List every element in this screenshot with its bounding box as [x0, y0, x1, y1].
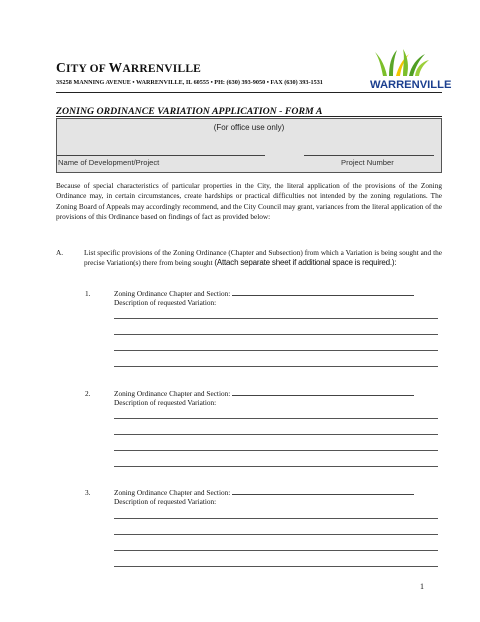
header-rule	[56, 92, 442, 93]
item-2-desc-line-4[interactable]	[114, 466, 438, 467]
project-name-line[interactable]	[57, 155, 265, 156]
item-1-desc-line-3[interactable]	[114, 350, 438, 351]
section-a-text	[84, 248, 442, 268]
project-number-label: Project Number	[341, 158, 394, 167]
section-a-instructions: List specific provisions of the Zoning Ordinance (Chapter and Subsection) from which a Variation is being sought and the precise Variation(s) there from being sought	[84, 248, 442, 267]
item-3-desc-line-3[interactable]	[114, 550, 438, 551]
page-number: 1	[420, 582, 424, 591]
item-1-desc-line-4[interactable]	[114, 366, 438, 367]
item-2-desc-label: Description of requested Variation:	[114, 398, 217, 407]
item-1-chapter-label: Zoning Ordinance Chapter and Section:	[114, 289, 231, 298]
item-2-chapter-label: Zoning Ordinance Chapter and Section:	[114, 389, 231, 398]
city-address: 3S258 MANNING AVENUE • WARRENVILLE, IL 60555 • PH: (630) 393-9050 • FAX (630) 393-1531	[56, 79, 323, 86]
office-use-box	[56, 118, 442, 173]
item-2-desc-line-1[interactable]	[114, 418, 438, 419]
item-2-chapter-field[interactable]	[232, 389, 414, 396]
item-2-desc-line-2[interactable]	[114, 434, 438, 435]
warrenville-logo	[369, 48, 452, 94]
project-name-label: Name of Development/Project	[58, 158, 160, 167]
section-a-letter: A.	[56, 248, 64, 257]
item-1-desc-line-2[interactable]	[114, 334, 438, 335]
item-1-chapter-field[interactable]	[232, 289, 414, 296]
item-3-chapter-field[interactable]	[232, 488, 414, 495]
project-number-line[interactable]	[304, 155, 434, 156]
item-3-desc-line-2[interactable]	[114, 534, 438, 535]
city-title: CITY OF WARRENVILLE	[56, 60, 202, 75]
item-2-number: 2.	[85, 389, 91, 398]
item-2-desc-line-3[interactable]	[114, 450, 438, 451]
item-1-number: 1.	[85, 289, 91, 298]
form-title: ZONING ORDINANCE VARIATION APPLICATION - FORM A	[56, 106, 323, 117]
item-3-desc-label: Description of requested Variation:	[114, 497, 217, 506]
title-rule	[56, 116, 442, 117]
item-1-desc-line-1[interactable]	[114, 318, 438, 319]
office-use-label: (For office use only)	[213, 123, 285, 132]
item-1-desc-label: Description of requested Variation:	[114, 298, 217, 307]
item-3-desc-line-4[interactable]	[114, 566, 438, 567]
item-3-desc-line-1[interactable]	[114, 518, 438, 519]
section-a-note: (Attach separate sheet if additional space is required.):	[214, 258, 397, 267]
item-3-number: 3.	[85, 488, 91, 497]
logo-wordmark: WARRENVILLE	[370, 79, 452, 91]
intro-paragraph: Because of special characteristics of particular properties in the City, the literal application of the provisions of the Zoning Ordinance may, in certain circumstances, create hardships or practical difficulties not intended by the zoning regulations. The Zoning Board of Appeals may accordingly recommend, and the City Council may grant, variances from the literal application of the provisions of this Ordinance based on findings of fact as provided below:	[56, 181, 443, 221]
item-3-chapter-label: Zoning Ordinance Chapter and Section:	[114, 488, 231, 497]
